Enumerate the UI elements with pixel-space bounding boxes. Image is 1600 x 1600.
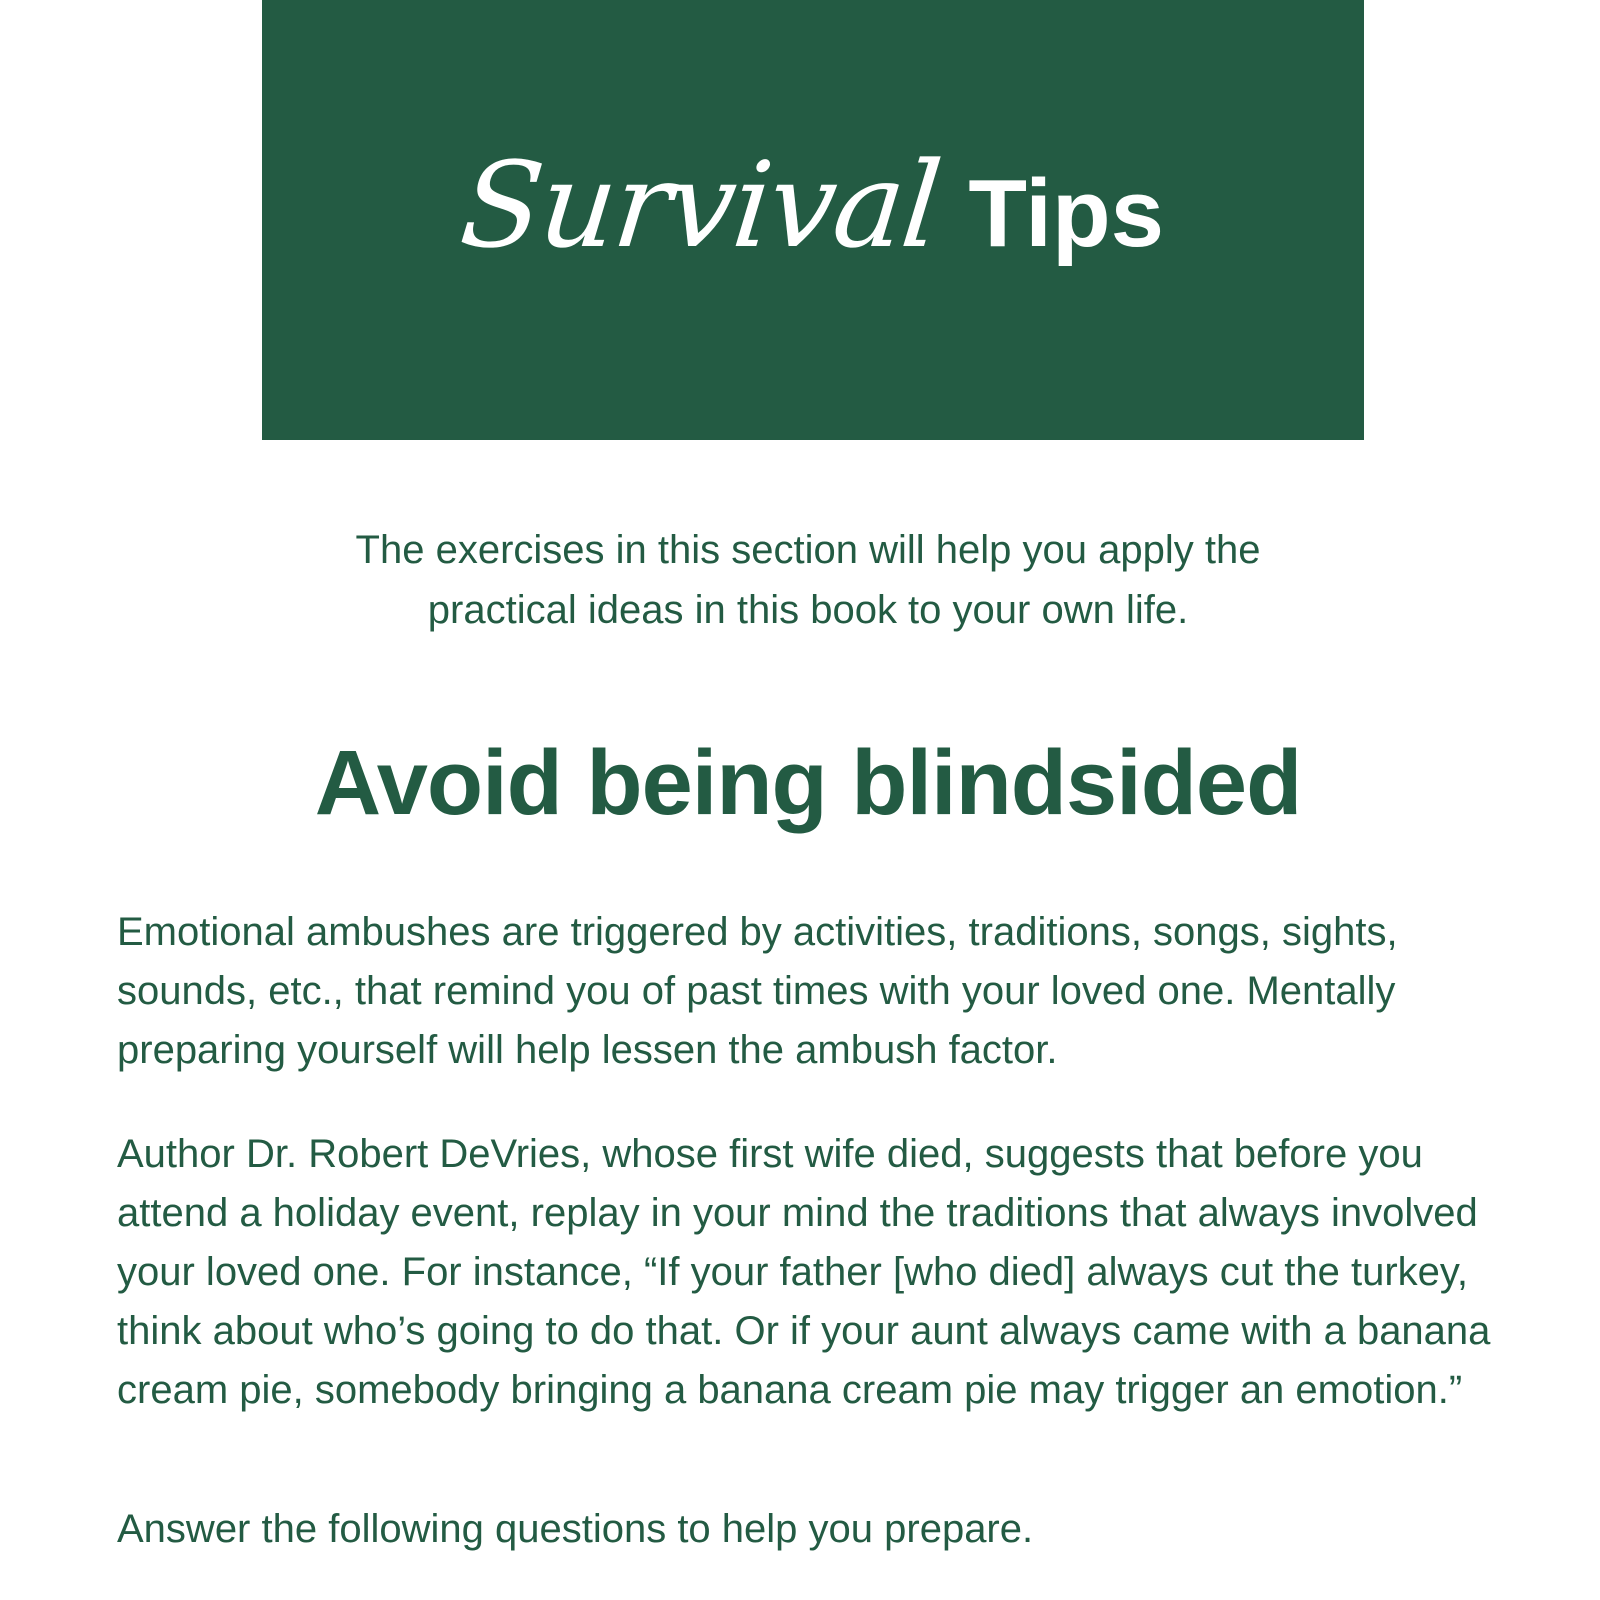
intro-line-2: practical ideas in this book to your own life. [427,588,1189,632]
paragraph-answer-questions: Answer the following questions to help you prepare. [117,1507,1034,1551]
paragraph-devries-quote: Author Dr. Robert DeVries, whose first wife died, suggests that before you attend a holiday event, replay in your mind the traditions that always involved your loved one. For instance, “If your father [who died] always cut the turkey, think about who’s going to do that. Or if your aunt always came with a banana cream pie, somebody bringing a banana cream pie may trigger an emotion.” [117,1132,1491,1412]
paragraph-emotional-ambushes: Emotional ambushes are triggered by activities, traditions, songs, sights, sounds, etc., that remind you of past times with your loved one. Mentally preparing yourself will help lessen the ambush factor. [117,910,1398,1072]
intro-text [0,520,1600,640]
section-heading: Avoid being blindsided [314,732,1302,834]
banner-title [454,136,1164,274]
banner-bold-word: Tips [968,160,1164,267]
banner-script-word: Survival [454,136,946,274]
intro-line-1: The exercises in this section will help you apply the [355,528,1261,572]
title-banner [262,0,1364,440]
